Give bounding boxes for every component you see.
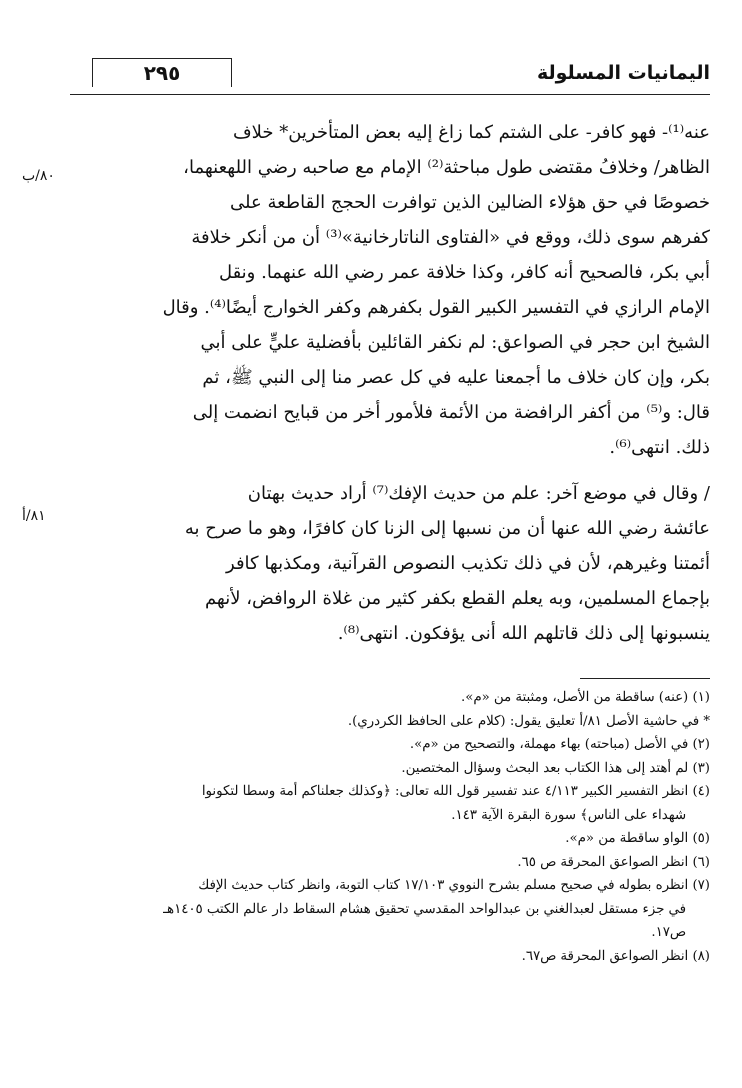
footnote: (٣) لم أهتد إلى هذا الكتاب بعد البحث وسؤال المختصين.: [401, 760, 710, 776]
footnote: (٤) انظر التفسير الكبير ٤/١١٣ عند تفسير قول الله تعالى: ﴿وكذلك جعلناكم أمة وسطا لتكونوا: [201, 784, 710, 799]
text-line: ينسبونها إلى ذلك قاتلهم الله أنى يؤفكون. انتهى⁽⁸⁾.: [337, 623, 710, 644]
text-line: أئمتنا وغيرهم، لأن في ذلك تكذيب النصوص القرآنية، ومكذبها كافر: [226, 553, 710, 574]
footnote: (٧) انظره بطوله في صحيح مسلم بشرح النووي ١٧/١٠٣ كتاب التوبة، وانظر كتاب حديث الإفك: [198, 878, 710, 893]
footnote-continuation: ص١٧.: [651, 925, 686, 940]
footnote: * في حاشية الأصل ٨١/أ تعليق يقول: (كلام على الحافظ الكردري).: [347, 713, 710, 729]
footnote-continuation: في جزء مستقل لعبدالغني بن عبدالواحد المقدسي تحقيق هشام السقاط دار عالم الكتب ١٤٠٥هـ: [163, 901, 686, 917]
footnote-separator: [580, 678, 710, 679]
footnote: (٢) في الأصل (مباحته) بهاء مهملة، والتصحيح من «م».: [409, 737, 710, 752]
text-line: عنه⁽¹⁾- فهو كافر- على الشتم كما زاغ إليه بعض المتأخرين* خلاف: [232, 122, 710, 143]
main-text: [86, 115, 710, 651]
text-line: ذلك. انتهى⁽⁶⁾.: [609, 437, 710, 458]
text-line: الظاهر/ وخلافُ مقتضى طول مباحثة⁽²⁾ الإمام مع صاحبه رضي اللهعنهما،: [183, 157, 710, 178]
text-line: بإجماع المسلمين، وبه يعلم القطع بكفر كثير من غلاة الروافض، لأنهم: [204, 588, 710, 609]
text-line: قال: و⁽⁵⁾ من أكفر الرافضة من الأئمة فلأمور أخر من قبايح انضمت إلى: [192, 402, 710, 423]
text-line: الشيخ ابن حجر في الصواعق: لم نكفر القائلين بأفضلية عليٍّ على أبي: [200, 332, 710, 353]
text-line: بكر، وإن كان خلاف ما أجمعنا عليه في كل عصر منا إلى النبي ﷺ، ثم: [202, 367, 710, 388]
page-number: ٢٩٥: [92, 58, 232, 87]
text-line: كفرهم سوى ذلك، ووقع في «الفتاوى الناتارخانية»⁽³⁾ أن من أنكر خلافة: [191, 227, 710, 248]
footnote: (٦) انظر الصواعق المحرقة ص ٦٥.: [517, 854, 710, 870]
footnote: (١) (عنه) ساقطة من الأصل، ومثبتة من «م».: [460, 690, 710, 705]
margin-folio-ref-80b: ٨٠/ب: [22, 168, 55, 184]
text-line: / وقال في موضع آخر: علم من حديث الإفك⁽⁷⁾ أراد حديث بهتان: [247, 483, 710, 504]
text-line: خصوصًا في حق هؤلاء الضالين الذين توافرت الحجج القاطعة على: [230, 192, 710, 213]
text-line: عائشة رضي الله عنها أن من نسبها إلى الزنا كان كافرًا، وهو ما صرح به: [184, 518, 710, 539]
page-header: [70, 50, 710, 95]
paragraph-2: [86, 476, 710, 651]
text-line: الإمام الرازي في التفسير الكبير القول بكفرهم وكفر الخوارج أيضًا⁽⁴⁾. وقال: [162, 297, 710, 318]
text-line: أبي بكر، فالصحيح أنه كافر، وكذا خلافة عمر رضي الله عنهما. ونقل: [218, 262, 710, 283]
footnote: (٥) الواو ساقطة من «م».: [565, 831, 710, 846]
footnotes: [60, 686, 710, 968]
footnote-continuation: شهداء على الناس﴾ سورة البقرة الآية ١٤٣.: [451, 807, 686, 823]
footnote: (٨) انظر الصواعق المحرقة ص٦٧.: [521, 948, 710, 964]
running-title: اليمانيات المسلولة: [536, 62, 710, 84]
margin-folio-ref-81a: ٨١/أ: [22, 508, 46, 524]
paragraph-1: [86, 115, 710, 465]
